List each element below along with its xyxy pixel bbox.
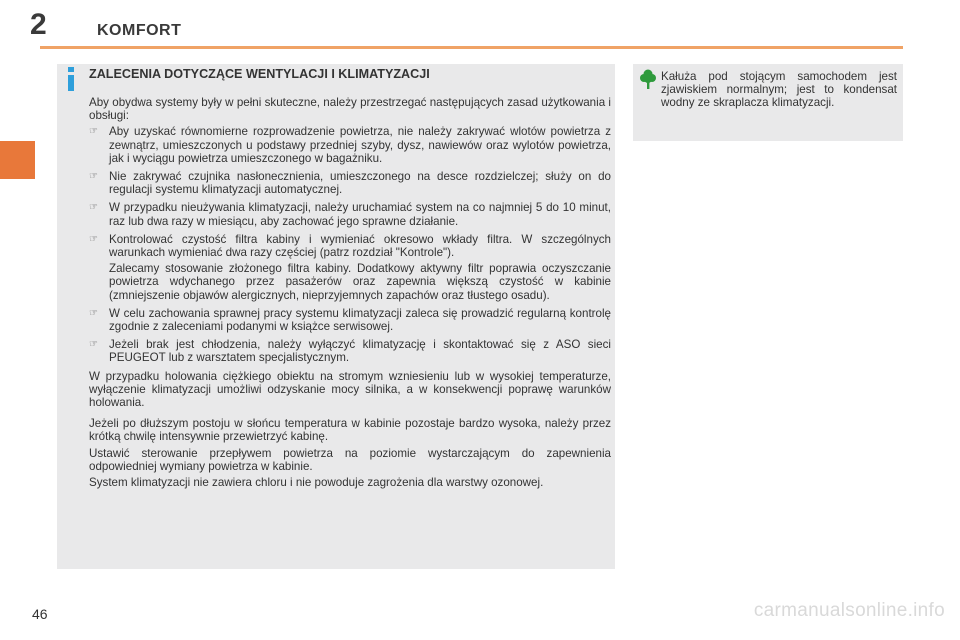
chapter-title: KOMFORT xyxy=(97,22,182,39)
sun-parking-paragraph: Jeżeli po dłuższym postoju w słońcu temperatura w kabinie pozostaje bardzo wysoka, należy przez krótką chwilę intensywnie przewietrzyć kabinę. xyxy=(89,417,611,444)
section-heading: ZALECENIA DOTYCZĄCE WENTYLACJI I KLIMATYZACJI xyxy=(89,67,430,81)
recommendation-item xyxy=(89,307,611,333)
header-divider xyxy=(40,46,903,49)
pointing-hand-icon: ☞ xyxy=(89,202,98,214)
pointing-hand-icon: ☞ xyxy=(89,126,98,138)
airflow-paragraph: Ustawić sterowanie przepływem powietrza na poziomie wystarczającym do zapewnienia odpowiedniej wymiany powietrza w kabinie. xyxy=(89,446,611,473)
recommendation-item xyxy=(89,338,611,364)
recommendation-item xyxy=(89,125,611,165)
recommendation-text: Nie zakrywać czujnika nasłonecznienia, umieszczonego na desce rozdzielczej; służy on do regulacji systemu klimatyzacji automatycznej. xyxy=(109,170,611,197)
condensation-tip-text: Kałuża pod stojącym samochodem jest zjawiskiem normalnym; jest to kondensat wodny ze skraplacza klimatyzacji. xyxy=(661,70,897,110)
watermark: carmanualsonline.info xyxy=(753,600,945,621)
pointing-hand-icon: ☞ xyxy=(89,233,98,245)
recommendation-text: W celu zachowania sprawnej pracy systemu klimatyzacji zaleca się prowadzić regularną kontrolę zgodnie z zaleceniami podanymi w książce serwisowej. xyxy=(109,306,611,334)
recommendation-note: Zalecamy stosowanie złożonego filtra kabiny. Dodatkowy aktywny filtr poprawia oczyszczanie powietrza wdychanego przez pasażerów oraz zapewnia większą czystość w kabinie (zmniejszenie objawów alergicznych, nieprzyjemnych zapachów oraz tłustego osadu). xyxy=(109,262,611,302)
chapter-side-tab xyxy=(0,141,35,179)
recommendation-item xyxy=(89,233,611,302)
info-panel-body xyxy=(89,96,611,492)
recommendation-text: Jeżeli brak jest chłodzenia, należy wyłączyć klimatyzację i skontaktować się z ASO sieci PEUGEOT lub z warsztatem specjalistycznym. xyxy=(109,338,611,365)
pointing-hand-icon: ☞ xyxy=(89,339,98,351)
pointing-hand-icon: ☞ xyxy=(89,171,98,183)
recommendation-text: Aby uzyskać równomierne rozprowadzenie powietrza, nie należy zakrywać wlotów powietrza z zewnątrz, umieszczonych u podstawy przedniej szyby, dysz, nawiewów oraz wylotów powietrza, jak i wyciągu powietrza umieszczonego w bagażniku. xyxy=(109,125,611,165)
page-number: 46 xyxy=(32,606,48,622)
recommendation-text: Kontrolować czystość filtra kabiny i wymieniać okresowo wkłady filtra. W szczególnych warunkach wymieniać dwa razy częściej (patrz rozdział "Kontrole"). xyxy=(109,232,611,260)
intro-paragraph: Aby obydwa systemy były w pełni skuteczne, należy przestrzegać następujących zasad użytkowania i obsługi: xyxy=(89,96,611,123)
pointing-hand-icon: ☞ xyxy=(89,307,98,319)
recommendation-text: W przypadku nieużywania klimatyzacji, należy uruchamiać system na co najmniej 5 do 10 minut, raz lub dwa razy w miesiącu, aby zachować jego sprawne działanie. xyxy=(109,201,611,228)
tree-icon xyxy=(640,69,656,89)
info-icon xyxy=(64,67,78,91)
chapter-number: 2 xyxy=(30,8,47,41)
recommendation-item xyxy=(89,170,611,196)
recommendation-list xyxy=(89,125,611,364)
ozone-paragraph: System klimatyzacji nie zawiera chloru i nie powoduje zagrożenia dla warstwy ozonowej. xyxy=(89,476,544,490)
recommendation-item xyxy=(89,201,611,227)
towing-paragraph: W przypadku holowania ciężkiego obiektu na stromym wzniesieniu lub w wysokiej temperaturze, wyłączenie klimatyzacji umożliwi odzyskanie mocy silnika, a w konsekwencji poprawę warunków holowania. xyxy=(89,369,611,410)
